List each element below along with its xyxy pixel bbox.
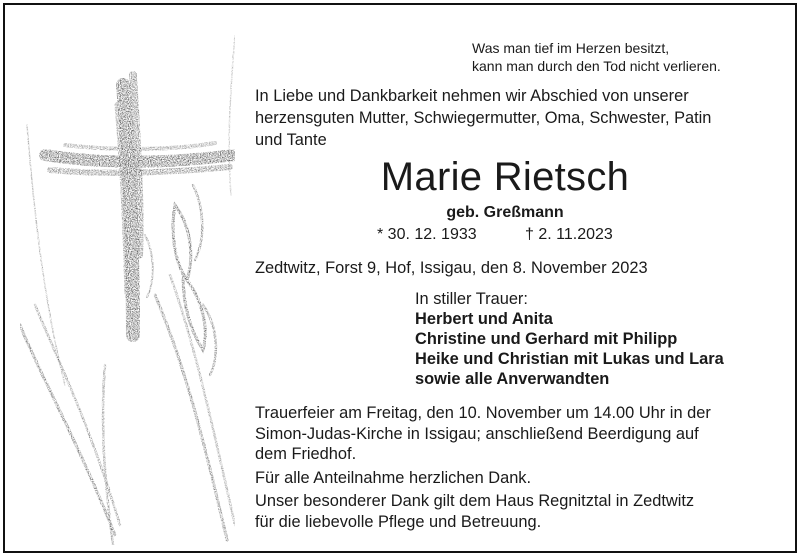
mourner-name: sowie alle Anverwandten — [415, 370, 610, 388]
birth-name: geb. Greßmann — [446, 204, 564, 221]
obituary-frame — [3, 3, 797, 553]
mourners-heading: In stiller Trauer: — [415, 290, 528, 308]
funeral-info — [255, 403, 775, 535]
thanks-line: Für alle Anteilnahme herzlichen Dank. — [255, 468, 532, 487]
mourner-name: Christine und Gerhard mit Philipp — [415, 330, 678, 348]
intro-line-3: und Tante — [255, 131, 327, 149]
intro-line-1: In Liebe und Dankbarkeit nehmen wir Abschied von unserer — [255, 87, 689, 105]
funeral-line-2: Simon-Judas-Kirche in Issigau; anschließend Beerdigung auf — [255, 424, 699, 443]
special-thanks-line-1: Unser besonderer Dank gilt dem Haus Regnitztal in Zedtwitz — [255, 492, 695, 510]
death-date: † 2. 11.2023 — [525, 226, 613, 243]
funeral-line-1: Trauerfeier am Freitag, den 10. November um 14.00 Uhr in der — [255, 404, 711, 422]
quote-line-2: kann man durch den Tod nicht verlieren. — [472, 58, 721, 74]
memorial-quote — [472, 39, 772, 75]
intro-line-2: herzensguten Mutter, Schwiegermutter, Oma, Schwester, Patin — [255, 109, 712, 127]
birth-date: * 30. 12. 1933 — [377, 226, 477, 243]
deceased-name: Marie Rietsch — [380, 155, 630, 199]
quote-line-1: Was man tief im Herzen besitzt, — [472, 40, 670, 56]
cross-wheat-sketch-icon — [5, 5, 265, 551]
mourner-name: Herbert und Anita — [415, 310, 553, 328]
place-and-date: Zedtwitz, Forst 9, Hof, Issigau, den 8. November 2023 — [255, 259, 648, 277]
mourner-name: Heike und Christian mit Lukas und Lara — [415, 350, 724, 368]
funeral-line-3: dem Friedhof. — [255, 445, 357, 463]
mourners-block — [415, 289, 775, 389]
intro-text — [255, 85, 775, 151]
special-thanks-line-2: für die liebevolle Pflege und Betreuung. — [255, 512, 542, 531]
